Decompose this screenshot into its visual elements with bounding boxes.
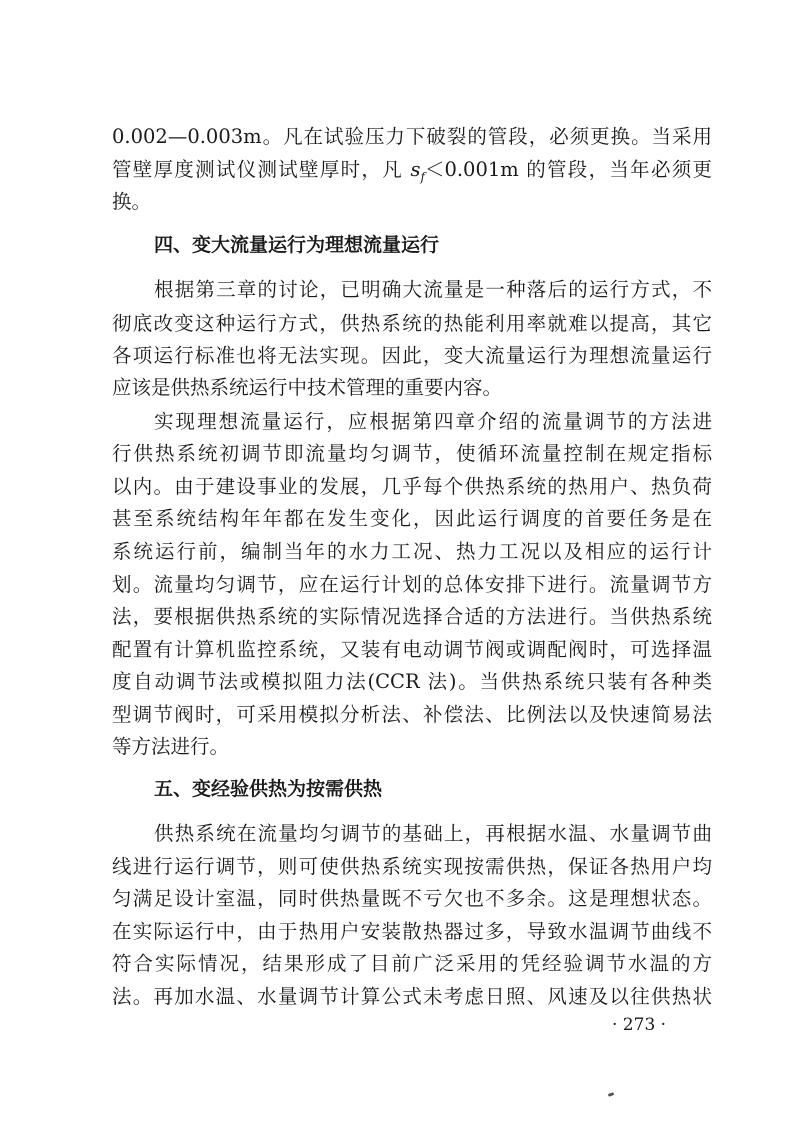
section-heading: 五、变经验供热为按需供热	[154, 778, 383, 800]
text-line: 应该是供热系统运行中技术管理的重要内容。	[112, 376, 503, 399]
text-line: 以内。由于建设事业的发展，几乎每个供热系统的热用户、热负荷	[112, 475, 712, 498]
text-line: 在实际运行中，由于热用户安装散热器过多，导致水温调节曲线不	[112, 920, 712, 943]
text-line: 等方法进行。	[112, 735, 230, 758]
text-line: 符合实际情况，结果形成了目前广泛采用的凭经验调节水温的方	[112, 952, 712, 975]
scan-speck	[608, 1092, 615, 1097]
text-line: 实现理想流量运行，应根据第四章介绍的流量调节的方法进	[154, 410, 712, 433]
text-line: 型调节阀时，可采用模拟分析法、补偿法、比例法以及快速简易法	[112, 703, 712, 726]
text-line: 划。流量均匀调节，应在运行计划的总体安排下进行。流量调节方	[112, 573, 712, 596]
text-line: 匀满足设计室温，同时供热量既不亏欠也不多余。这是理想状态。	[112, 887, 712, 910]
text-line: 配置有计算机监控系统，又装有电动调节阀或调配阀时，可选择温	[112, 638, 712, 661]
text-line: 0.002—0.003m。凡在试验压力下破裂的管段，必须更换。当采用	[112, 125, 712, 148]
text-line: 管壁厚度测试仪测试壁厚时，凡 $s_f<0.001m$ 的管段，当年必须更	[112, 158, 712, 184]
text-line: 行供热系统初调节即流量均匀调节，使循环流量控制在规定指标	[112, 442, 712, 465]
text-line: 各项运行标准也将无法实现。因此，变大流量运行为理想流量运行	[112, 344, 712, 367]
text-line: 甚至系统结构年年都在发生变化，因此运行调度的首要任务是在	[112, 507, 712, 530]
section-heading: 四、变大流量运行为理想流量运行	[154, 234, 440, 256]
text-line: 系统运行前，编制当年的水力工况、热力工况以及相应的运行计	[112, 540, 712, 563]
text-line: 线进行运行调节，则可使供热系统实现按需供热，保证各热用户均	[112, 855, 712, 878]
text-line: 供热系统在流量均匀调节的基础上，再根据水温、水量调节曲	[154, 822, 712, 845]
text-line: 法，要根据供热系统的实际情况选择合适的方法进行。当供热系统	[112, 605, 712, 628]
text-line: 度自动调节法或模拟阻力法(CCR 法)。当供热系统只装有各种类	[112, 670, 712, 693]
text-line: 换。	[112, 190, 152, 213]
text-line: 法。再加水温、水量调节计算公式未考虑日照、风速及以往供热状	[112, 985, 712, 1008]
text-line: 彻底改变这种运行方式，供热系统的热能利用率就难以提高，其它	[112, 312, 712, 335]
text-line: 根据第三章的讨论，已明确大流量是一种落后的运行方式，不	[154, 278, 712, 301]
page-number: · 273 ·	[612, 1015, 667, 1035]
